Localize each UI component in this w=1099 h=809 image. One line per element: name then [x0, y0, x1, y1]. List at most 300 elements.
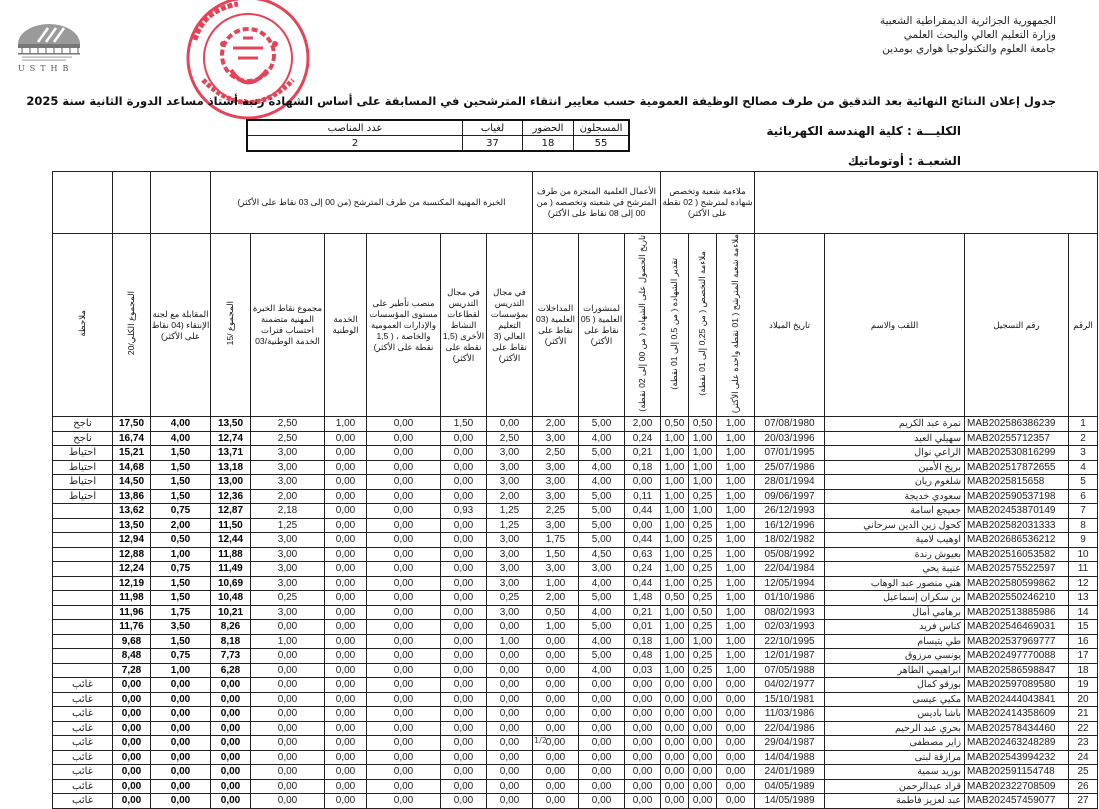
col-exp-total: مجموع نقاط الخبرة المهنية متضمنة احتساب فترات الخدمة الوطنية/03: [251, 234, 325, 417]
cell-note: [53, 547, 113, 562]
cell-total20: 0,00: [113, 707, 151, 722]
cell-reg-id: MAB202578434460: [965, 721, 1069, 736]
cell-interview: 1,00: [151, 547, 211, 562]
cell-grade: 0,00: [661, 765, 689, 780]
cell-date-obtained: 0,44: [625, 576, 661, 591]
col-grade: تقدير الشهادة ( من 0,5 إلى 01 نقطة): [661, 234, 689, 417]
cell-exp-total: 0,00: [251, 794, 325, 809]
cell-name: طي بتيسام: [825, 634, 965, 649]
cell-reg-id: MAB202322708509: [965, 779, 1069, 794]
cell-supervision: 0,00: [367, 562, 441, 577]
cell-communications: 1,00: [533, 576, 579, 591]
cell-communications: 2,00: [533, 417, 579, 432]
cell-num: 8: [1069, 518, 1098, 533]
cell-exp-total: 3,00: [251, 475, 325, 490]
cell-communications: 0,00: [533, 649, 579, 664]
cell-teach-higher: 2,00: [487, 489, 533, 504]
cell-reg-id: MAB202517872655: [965, 460, 1069, 475]
cell-num: 24: [1069, 750, 1098, 765]
cell-birth: 15/10/1981: [755, 692, 825, 707]
cell-total20: 0,00: [113, 692, 151, 707]
cell-total15: 10,69: [211, 576, 251, 591]
table-row: [53, 765, 1098, 780]
cell-num: 9: [1069, 533, 1098, 548]
cell-total15: 0,00: [211, 779, 251, 794]
cell-num: 7: [1069, 504, 1098, 519]
cell-date-obtained: 0,00: [625, 721, 661, 736]
cell-supervision: 0,00: [367, 678, 441, 693]
cell-publications: 4,00: [579, 605, 625, 620]
cell-total15: 13,18: [211, 460, 251, 475]
cell-teach-higher: 0,00: [487, 663, 533, 678]
cell-date-obtained: 0,00: [625, 707, 661, 722]
table-row: [53, 794, 1098, 809]
col-teach-higher: في مجال التدريس بمؤسسات التعليم العالي (3 نقاط على الأكثر): [487, 234, 533, 417]
cell-date-obtained: 0,00: [625, 750, 661, 765]
cell-grade: 0,00: [661, 750, 689, 765]
cell-communications: 0,00: [533, 663, 579, 678]
cell-reg-id: MAB202591154748: [965, 765, 1069, 780]
cell-spec-fit: 0,25: [689, 562, 717, 577]
cell-publications: 5,00: [579, 649, 625, 664]
cell-interview: 1,00: [151, 663, 211, 678]
col-teach-other: في مجال التدريس لقطاعات النشاط الأخرى (1,5 نقطة على الأكثر): [441, 234, 487, 417]
cell-birth: 22/04/1984: [755, 562, 825, 577]
cell-teach-other: 0,00: [441, 750, 487, 765]
cell-national-service: 0,00: [325, 460, 367, 475]
cell-date-obtained: 0,44: [625, 533, 661, 548]
cell-birth: 22/10/1995: [755, 634, 825, 649]
col-communications: المداخلات العلمية (03 نقاط على الأكثر): [533, 234, 579, 417]
cell-spec-fit: 0,25: [689, 518, 717, 533]
cell-field-fit: 1,00: [717, 591, 755, 606]
cell-date-obtained: 0,00: [625, 736, 661, 751]
cell-publications: 0,00: [579, 736, 625, 751]
cell-note: [53, 649, 113, 664]
cell-exp-total: 0,00: [251, 649, 325, 664]
cell-interview: 1,50: [151, 489, 211, 504]
cell-communications: 1,50: [533, 547, 579, 562]
col-national-service: الخدمة الوطنية: [325, 234, 367, 417]
cell-interview: 0,00: [151, 721, 211, 736]
cell-birth: 11/03/1986: [755, 707, 825, 722]
table-row: [53, 678, 1098, 693]
cell-num: 6: [1069, 489, 1098, 504]
cell-communications: 0,00: [533, 707, 579, 722]
cell-communications: 0,00: [533, 794, 579, 809]
cell-birth: 28/01/1994: [755, 475, 825, 490]
cell-interview: 3,50: [151, 620, 211, 635]
cell-grade: 0,00: [661, 692, 689, 707]
cell-reg-id: MAB202537969777: [965, 634, 1069, 649]
cell-birth: 07/01/1995: [755, 446, 825, 461]
col-num: الرقم: [1069, 234, 1098, 417]
cell-exp-total: 3,00: [251, 446, 325, 461]
cell-note: احتياط: [53, 446, 113, 461]
cell-spec-fit: 0,50: [689, 605, 717, 620]
cell-supervision: 0,00: [367, 533, 441, 548]
col-spec-fit: ملاءمة التخصص ( من 0,25 إلى 01 نقطة): [689, 234, 717, 417]
cell-exp-total: 2,50: [251, 431, 325, 446]
cell-interview: 0,00: [151, 794, 211, 809]
cell-interview: 1,50: [151, 591, 211, 606]
cell-national-service: 0,00: [325, 678, 367, 693]
republic-line: الجمهورية الجزائرية الديمقراطية الشعبية: [879, 15, 1056, 27]
cell-publications: 4,50: [579, 547, 625, 562]
cell-reg-id: MAB202453870149: [965, 504, 1069, 519]
table-row: [53, 692, 1098, 707]
cell-date-obtained: 0,48: [625, 649, 661, 664]
cell-num: 18: [1069, 663, 1098, 678]
cell-exp-total: 3,00: [251, 562, 325, 577]
cell-reg-id: MAB202513885986: [965, 605, 1069, 620]
cell-reg-id: MAB202546469031: [965, 620, 1069, 635]
cell-num: 27: [1069, 794, 1098, 809]
cell-grade: 0,00: [661, 779, 689, 794]
cell-exp-total: 0,00: [251, 736, 325, 751]
cell-teach-higher: 3,00: [487, 533, 533, 548]
cell-national-service: 0,00: [325, 707, 367, 722]
table-row: [53, 460, 1098, 475]
cell-note: احتياط: [53, 489, 113, 504]
cell-national-service: 0,00: [325, 620, 367, 635]
cell-field-fit: 0,00: [717, 678, 755, 693]
cell-national-service: 0,00: [325, 634, 367, 649]
cell-note: [53, 620, 113, 635]
page-number: 1/2: [534, 736, 547, 745]
cell-supervision: 0,00: [367, 634, 441, 649]
cell-total15: 0,00: [211, 678, 251, 693]
cell-num: 3: [1069, 446, 1098, 461]
cell-communications: 0,00: [533, 750, 579, 765]
cell-reg-id: MAB202597089580: [965, 678, 1069, 693]
cell-reg-id: MAB202530816299: [965, 446, 1069, 461]
cell-total15: 11,88: [211, 547, 251, 562]
cell-communications: 0,00: [533, 692, 579, 707]
cell-publications: 4,00: [579, 475, 625, 490]
cell-birth: 22/04/1986: [755, 721, 825, 736]
table-row: [53, 547, 1098, 562]
cell-note: غائب: [53, 794, 113, 809]
cell-field-fit: 0,00: [717, 721, 755, 736]
cell-communications: 0,00: [533, 721, 579, 736]
cell-note: [53, 518, 113, 533]
cell-total20: 14,50: [113, 475, 151, 490]
cell-interview: 1,50: [151, 475, 211, 490]
cell-teach-other: 0,00: [441, 736, 487, 751]
cell-exp-total: 2,18: [251, 504, 325, 519]
specialty-line: الشعبـة : أوتوماتيك: [847, 154, 961, 168]
cell-name: كحول زين الدين سرحاني: [825, 518, 965, 533]
cell-total15: 0,00: [211, 721, 251, 736]
cell-grade: 1,00: [661, 431, 689, 446]
results-body: [53, 417, 1098, 809]
cell-spec-fit: 0,00: [689, 750, 717, 765]
cell-supervision: 0,00: [367, 475, 441, 490]
cell-exp-total: 0,00: [251, 765, 325, 780]
cell-total15: 0,00: [211, 692, 251, 707]
cell-total20: 15,21: [113, 446, 151, 461]
cell-national-service: 0,00: [325, 431, 367, 446]
cell-teach-higher: 0,00: [487, 649, 533, 664]
cell-supervision: 0,00: [367, 489, 441, 504]
cell-total15: 0,00: [211, 707, 251, 722]
cell-communications: 3,00: [533, 460, 579, 475]
cell-field-fit: 0,00: [717, 765, 755, 780]
cell-field-fit: 1,00: [717, 562, 755, 577]
cell-communications: 0,00: [533, 765, 579, 780]
cell-supervision: 0,00: [367, 750, 441, 765]
cell-teach-higher: 3,00: [487, 460, 533, 475]
cell-birth: 01/10/1986: [755, 591, 825, 606]
cell-date-obtained: 0,24: [625, 431, 661, 446]
cell-total15: 10,48: [211, 591, 251, 606]
cell-teach-other: 0,00: [441, 663, 487, 678]
cell-grade: 0,00: [661, 794, 689, 809]
cell-birth: 08/02/1993: [755, 605, 825, 620]
cell-date-obtained: 0,21: [625, 446, 661, 461]
cell-teach-other: 0,00: [441, 518, 487, 533]
cell-note: [53, 504, 113, 519]
cell-name: سهيلي العيد: [825, 431, 965, 446]
cell-spec-fit: 1,00: [689, 475, 717, 490]
cell-interview: 1,50: [151, 460, 211, 475]
cell-total15: 11,49: [211, 562, 251, 577]
cell-teach-other: 0,00: [441, 475, 487, 490]
table-row: [53, 649, 1098, 664]
cell-name: هني منصور عبد الوهاب: [825, 576, 965, 591]
cell-teach-other: 0,00: [441, 707, 487, 722]
cell-num: 16: [1069, 634, 1098, 649]
cell-interview: 0,00: [151, 779, 211, 794]
cell-field-fit: 1,00: [717, 649, 755, 664]
cell-name: قراد عبدالرحمن: [825, 779, 965, 794]
cell-name: بن سكران إسماعيل: [825, 591, 965, 606]
cell-total15: 12,87: [211, 504, 251, 519]
cell-reg-id: MAB202457459077: [965, 794, 1069, 809]
cell-date-obtained: 0,63: [625, 547, 661, 562]
cell-publications: 0,00: [579, 779, 625, 794]
cell-teach-higher: 0,00: [487, 620, 533, 635]
cell-national-service: 0,00: [325, 547, 367, 562]
col-interview: المقابلة مع لجنة الإنتقاء (04 نقاط على الأكثر): [151, 234, 211, 417]
cell-birth: 25/07/1986: [755, 460, 825, 475]
cell-note: غائب: [53, 750, 113, 765]
cell-field-fit: 0,00: [717, 707, 755, 722]
cell-total15: 8,18: [211, 634, 251, 649]
col-field-fit: ملاءمة شعبة المترشح ( 01 نقطة واحدة على الأكثر): [717, 234, 755, 417]
cell-grade: 1,00: [661, 634, 689, 649]
cell-grade: 0,50: [661, 591, 689, 606]
scientific-works-group-header: الأعمال العلمية المنجزة من طرف المترشح في شعبته وتخصصه ( من 00 إلى 08 نقاط على الأكثر): [533, 172, 661, 234]
cell-publications: 5,00: [579, 591, 625, 606]
cell-date-obtained: 0,01: [625, 620, 661, 635]
cell-teach-other: 0,00: [441, 446, 487, 461]
cell-communications: 1,75: [533, 533, 579, 548]
cell-total20: 13,86: [113, 489, 151, 504]
cell-reg-id: MAB202582031333: [965, 518, 1069, 533]
cell-teach-higher: 3,00: [487, 475, 533, 490]
cell-publications: 4,00: [579, 576, 625, 591]
cell-national-service: 0,00: [325, 605, 367, 620]
cell-note: احتياط: [53, 475, 113, 490]
cell-national-service: 0,00: [325, 765, 367, 780]
cell-teach-other: 0,00: [441, 605, 487, 620]
cell-total15: 10,21: [211, 605, 251, 620]
positions-count: 2: [247, 136, 463, 152]
cell-field-fit: 1,00: [717, 663, 755, 678]
cell-name: باشا باديس: [825, 707, 965, 722]
cell-num: 22: [1069, 721, 1098, 736]
cell-teach-higher: 0,00: [487, 721, 533, 736]
cell-publications: 0,00: [579, 678, 625, 693]
cell-teach-higher: 3,00: [487, 547, 533, 562]
cell-birth: 07/08/1980: [755, 417, 825, 432]
cell-national-service: 0,00: [325, 576, 367, 591]
cell-exp-total: 0,00: [251, 663, 325, 678]
cell-reg-id: MAB202463248289: [965, 736, 1069, 751]
cell-interview: 4,00: [151, 417, 211, 432]
cell-total20: 0,00: [113, 779, 151, 794]
cell-teach-other: 0,00: [441, 431, 487, 446]
cell-teach-higher: 1,25: [487, 518, 533, 533]
cell-field-fit: 1,00: [717, 547, 755, 562]
cell-teach-other: 0,00: [441, 692, 487, 707]
cell-national-service: 0,00: [325, 475, 367, 490]
cell-total15: 7,73: [211, 649, 251, 664]
cell-date-obtained: 0,00: [625, 779, 661, 794]
cell-interview: 0,00: [151, 736, 211, 751]
cell-teach-higher: 0,00: [487, 779, 533, 794]
cell-reg-id: MAB202575522597: [965, 562, 1069, 577]
cell-num: 1: [1069, 417, 1098, 432]
cell-spec-fit: 0,00: [689, 765, 717, 780]
table-row: [53, 736, 1098, 751]
cell-total20: 0,00: [113, 765, 151, 780]
cell-note: غائب: [53, 779, 113, 794]
cell-supervision: 0,00: [367, 417, 441, 432]
cell-total15: 13,71: [211, 446, 251, 461]
cell-teach-higher: 0,00: [487, 736, 533, 751]
cell-communications: 3,00: [533, 489, 579, 504]
cell-spec-fit: 0,25: [689, 591, 717, 606]
cell-field-fit: 1,00: [717, 634, 755, 649]
cell-date-obtained: 0,18: [625, 460, 661, 475]
table-row: [53, 663, 1098, 678]
cell-field-fit: 0,00: [717, 750, 755, 765]
cell-national-service: 0,00: [325, 533, 367, 548]
cell-supervision: 0,00: [367, 721, 441, 736]
cell-name: نمرة عبد الكريم: [825, 417, 965, 432]
cell-supervision: 0,00: [367, 605, 441, 620]
table-row: [53, 475, 1098, 490]
cell-total20: 17,50: [113, 417, 151, 432]
cell-total15: 0,00: [211, 750, 251, 765]
cell-exp-total: 3,00: [251, 547, 325, 562]
cell-total20: 12,88: [113, 547, 151, 562]
blank-header: [151, 172, 211, 234]
cell-num: 26: [1069, 779, 1098, 794]
cell-reg-id: MAB202414358609: [965, 707, 1069, 722]
cell-supervision: 0,00: [367, 504, 441, 519]
cell-name: عنيبة يحي: [825, 562, 965, 577]
cell-field-fit: 1,00: [717, 576, 755, 591]
cell-note: [53, 533, 113, 548]
cell-interview: 2,00: [151, 518, 211, 533]
cell-num: 23: [1069, 736, 1098, 751]
cell-communications: 3,00: [533, 562, 579, 577]
cell-total15: 12,36: [211, 489, 251, 504]
cell-teach-higher: 1,25: [487, 504, 533, 519]
cell-total20: 12,24: [113, 562, 151, 577]
cell-grade: 1,00: [661, 518, 689, 533]
cell-teach-other: 0,00: [441, 765, 487, 780]
cell-communications: 0,00: [533, 736, 579, 751]
col-note: ملاحظة: [53, 234, 113, 417]
table-row: [53, 721, 1098, 736]
cell-note: غائب: [53, 707, 113, 722]
field-fit-group-header: ملاءمة شعبة وتخصص شهادة لمترشح ( 02 نقطة على الأكثر): [661, 172, 755, 234]
table-row: [53, 518, 1098, 533]
cell-name: سعودي خديجة: [825, 489, 965, 504]
cell-teach-higher: 3,00: [487, 446, 533, 461]
cell-reg-id: MAB202586598847: [965, 663, 1069, 678]
cell-interview: 1,50: [151, 576, 211, 591]
cell-national-service: 1,00: [325, 417, 367, 432]
cell-num: 21: [1069, 707, 1098, 722]
summary-table: [246, 119, 630, 152]
cell-field-fit: 0,00: [717, 779, 755, 794]
cell-note: غائب: [53, 678, 113, 693]
cell-reg-id: MAB202586386239: [965, 417, 1069, 432]
cell-note: ناجح: [53, 417, 113, 432]
cell-name: يونسي مرزوق: [825, 649, 965, 664]
cell-date-obtained: 0,24: [625, 562, 661, 577]
cell-name: اوهيب لامية: [825, 533, 965, 548]
cell-spec-fit: 1,00: [689, 446, 717, 461]
cell-publications: 0,00: [579, 707, 625, 722]
cell-name: بعيوش رندة: [825, 547, 965, 562]
cell-grade: 1,00: [661, 649, 689, 664]
cell-field-fit: 1,00: [717, 605, 755, 620]
cell-spec-fit: 0,00: [689, 794, 717, 809]
cell-field-fit: 1,00: [717, 518, 755, 533]
cell-reg-id: MAB202686536212: [965, 533, 1069, 548]
col-birth: تاريخ الميلاد: [755, 234, 825, 417]
cell-total20: 12,19: [113, 576, 151, 591]
cell-teach-higher: 0,25: [487, 591, 533, 606]
col-date-obtained: تاريخ الحصول على الشهادة ( من 00 إلى 02 نقطة): [625, 234, 661, 417]
cell-grade: 0,00: [661, 721, 689, 736]
cell-exp-total: 2,50: [251, 417, 325, 432]
table-row: [53, 417, 1098, 432]
cell-national-service: 0,00: [325, 446, 367, 461]
cell-supervision: 0,00: [367, 518, 441, 533]
document-title: جدول إعلان النتائج النهائية بعد التدقيق من طرف مصالح الوظيفة العمومية حسب معايير انتقاء المترشحين في المسابقة على أساس الشهادة رتبة أستاذ مساعد الدورة الثانية سنة 2025: [26, 94, 1056, 108]
cell-reg-id: MAB202543994232: [965, 750, 1069, 765]
cell-name: بحري عبد الرحيم: [825, 721, 965, 736]
cell-note: غائب: [53, 692, 113, 707]
cell-grade: 1,00: [661, 547, 689, 562]
col-reg-id: رقم التسجيل: [965, 234, 1069, 417]
cell-note: غائب: [53, 765, 113, 780]
cell-exp-total: 3,00: [251, 576, 325, 591]
cell-note: [53, 663, 113, 678]
cell-field-fit: 0,00: [717, 794, 755, 809]
cell-birth: 09/06/1997: [755, 489, 825, 504]
cell-national-service: 0,00: [325, 736, 367, 751]
cell-field-fit: 1,00: [717, 475, 755, 490]
